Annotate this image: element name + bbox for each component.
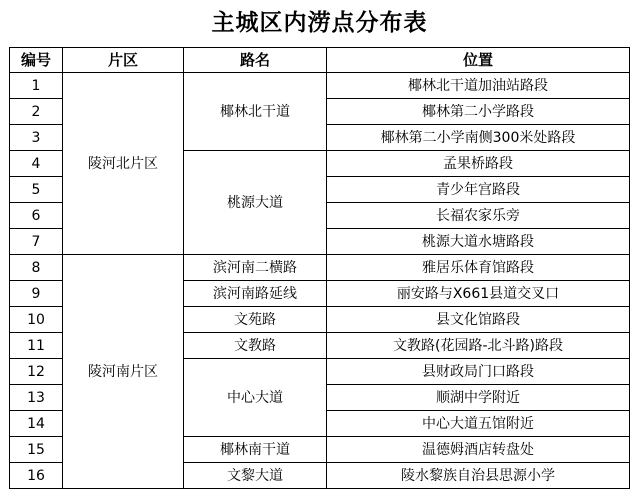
cell-location: 椰林第二小学路段 [327, 99, 630, 125]
header-area: 片区 [63, 48, 184, 73]
cell-no: 11 [10, 333, 63, 359]
cell-road: 椰林北干道 [184, 73, 327, 151]
cell-location: 长福农家乐旁 [327, 203, 630, 229]
cell-road: 椰林南干道 [184, 437, 327, 463]
cell-area: 陵河北片区 [63, 73, 184, 255]
waterlogging-table [9, 47, 630, 489]
cell-location: 县文化馆路段 [327, 307, 630, 333]
table-title: 主城区内涝点分布表 [211, 9, 428, 36]
cell-no: 3 [10, 125, 63, 151]
cell-location: 温德姆酒店转盘处 [327, 437, 630, 463]
cell-location: 孟果桥路段 [327, 151, 630, 177]
cell-road: 滨河南二横路 [184, 255, 327, 281]
header-location: 位置 [327, 48, 630, 73]
cell-location: 雅居乐体育馆路段 [327, 255, 630, 281]
cell-location: 椰林北干道加油站路段 [327, 73, 630, 99]
cell-no: 16 [10, 463, 63, 489]
cell-location: 青少年宫路段 [327, 177, 630, 203]
cell-no: 1 [10, 73, 63, 99]
header-row [10, 48, 630, 73]
cell-no: 6 [10, 203, 63, 229]
cell-location: 中心大道五馆附近 [327, 411, 630, 437]
cell-location: 文教路(花园路-北斗路)路段 [327, 333, 630, 359]
cell-location: 桃源大道水塘路段 [327, 229, 630, 255]
cell-location: 椰林第二小学南侧300米处路段 [327, 125, 630, 151]
cell-no: 2 [10, 99, 63, 125]
cell-no: 14 [10, 411, 63, 437]
cell-location: 陵水黎族自治县思源小学 [327, 463, 630, 489]
cell-road: 文黎大道 [184, 463, 327, 489]
cell-road: 中心大道 [184, 359, 327, 437]
cell-location: 县财政局门口路段 [327, 359, 630, 385]
cell-no: 9 [10, 281, 63, 307]
cell-road: 桃源大道 [184, 151, 327, 255]
cell-no: 12 [10, 359, 63, 385]
cell-no: 5 [10, 177, 63, 203]
table-row [10, 255, 630, 281]
cell-road: 文教路 [184, 333, 327, 359]
cell-road: 滨河南路延线 [184, 281, 327, 307]
cell-road: 文苑路 [184, 307, 327, 333]
header-no: 编号 [10, 48, 63, 73]
cell-no: 4 [10, 151, 63, 177]
cell-area: 陵河南片区 [63, 255, 184, 489]
cell-no: 8 [10, 255, 63, 281]
table-row [10, 73, 630, 99]
cell-location: 丽安路与X661县道交叉口 [327, 281, 630, 307]
cell-no: 7 [10, 229, 63, 255]
cell-no: 13 [10, 385, 63, 411]
cell-no: 10 [10, 307, 63, 333]
header-road: 路名 [184, 48, 327, 73]
cell-no: 15 [10, 437, 63, 463]
cell-location: 顺湖中学附近 [327, 385, 630, 411]
